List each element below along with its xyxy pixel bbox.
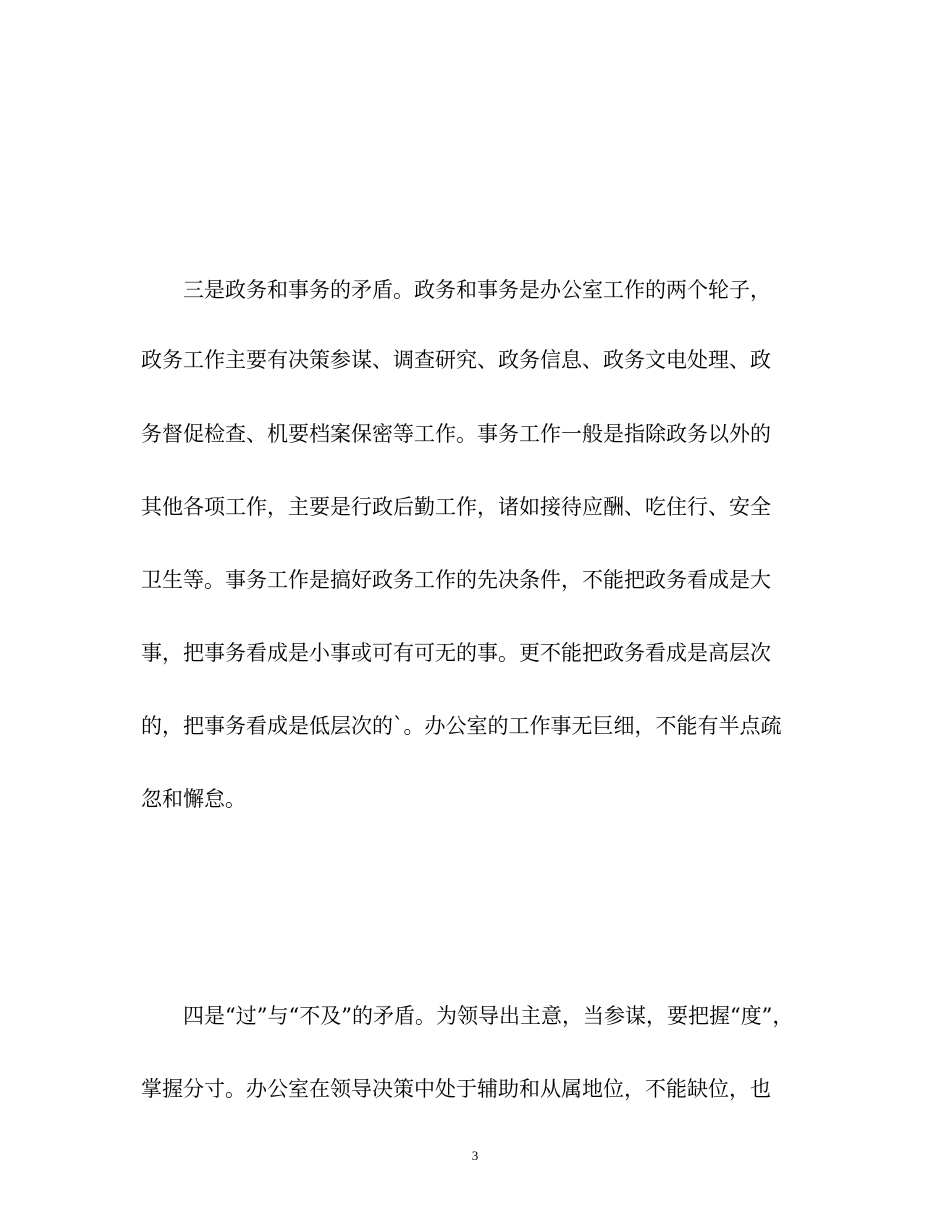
paragraph-1-line-4: 其他各项工作，主要是行政后勤工作，诸如接待应酬、吃住行、安全 [141, 495, 771, 519]
paragraph-1-line-1: 三是政务和事务的矛盾。政务和事务是办公室工作的两个轮子， [183, 278, 771, 302]
paragraph-1-line-6: 事，把事务看成是小事或可有可无的事。更不能把政务看成是高层次 [141, 641, 771, 665]
paragraph-1-line-7: 的，把事务看成是低层次的`。办公室的工作事无巨细，不能有半点疏 [141, 714, 782, 738]
page-number: 3 [471, 1148, 479, 1163]
paragraph-2-line-2: 掌握分寸。办公室在领导决策中处于辅助和从属地位，不能缺位，也 [141, 1077, 771, 1101]
paragraph-1-line-3: 务督促检查、机要档案保密等工作。事务工作一般是指除政务以外的 [141, 422, 771, 446]
paragraph-2-line-1: 四是“过”与“不及”的矛盾。为领导出主意，当参谋，要把握“度”， [183, 1004, 794, 1028]
paragraph-1-line-2: 政务工作主要有决策参谋、调查研究、政务信息、政务文电处理、政 [141, 348, 771, 372]
paragraph-1-line-8: 忽和懈怠。 [141, 787, 246, 811]
paragraph-1-line-5: 卫生等。事务工作是搞好政务工作的先决条件，不能把政务看成是大 [141, 568, 771, 592]
